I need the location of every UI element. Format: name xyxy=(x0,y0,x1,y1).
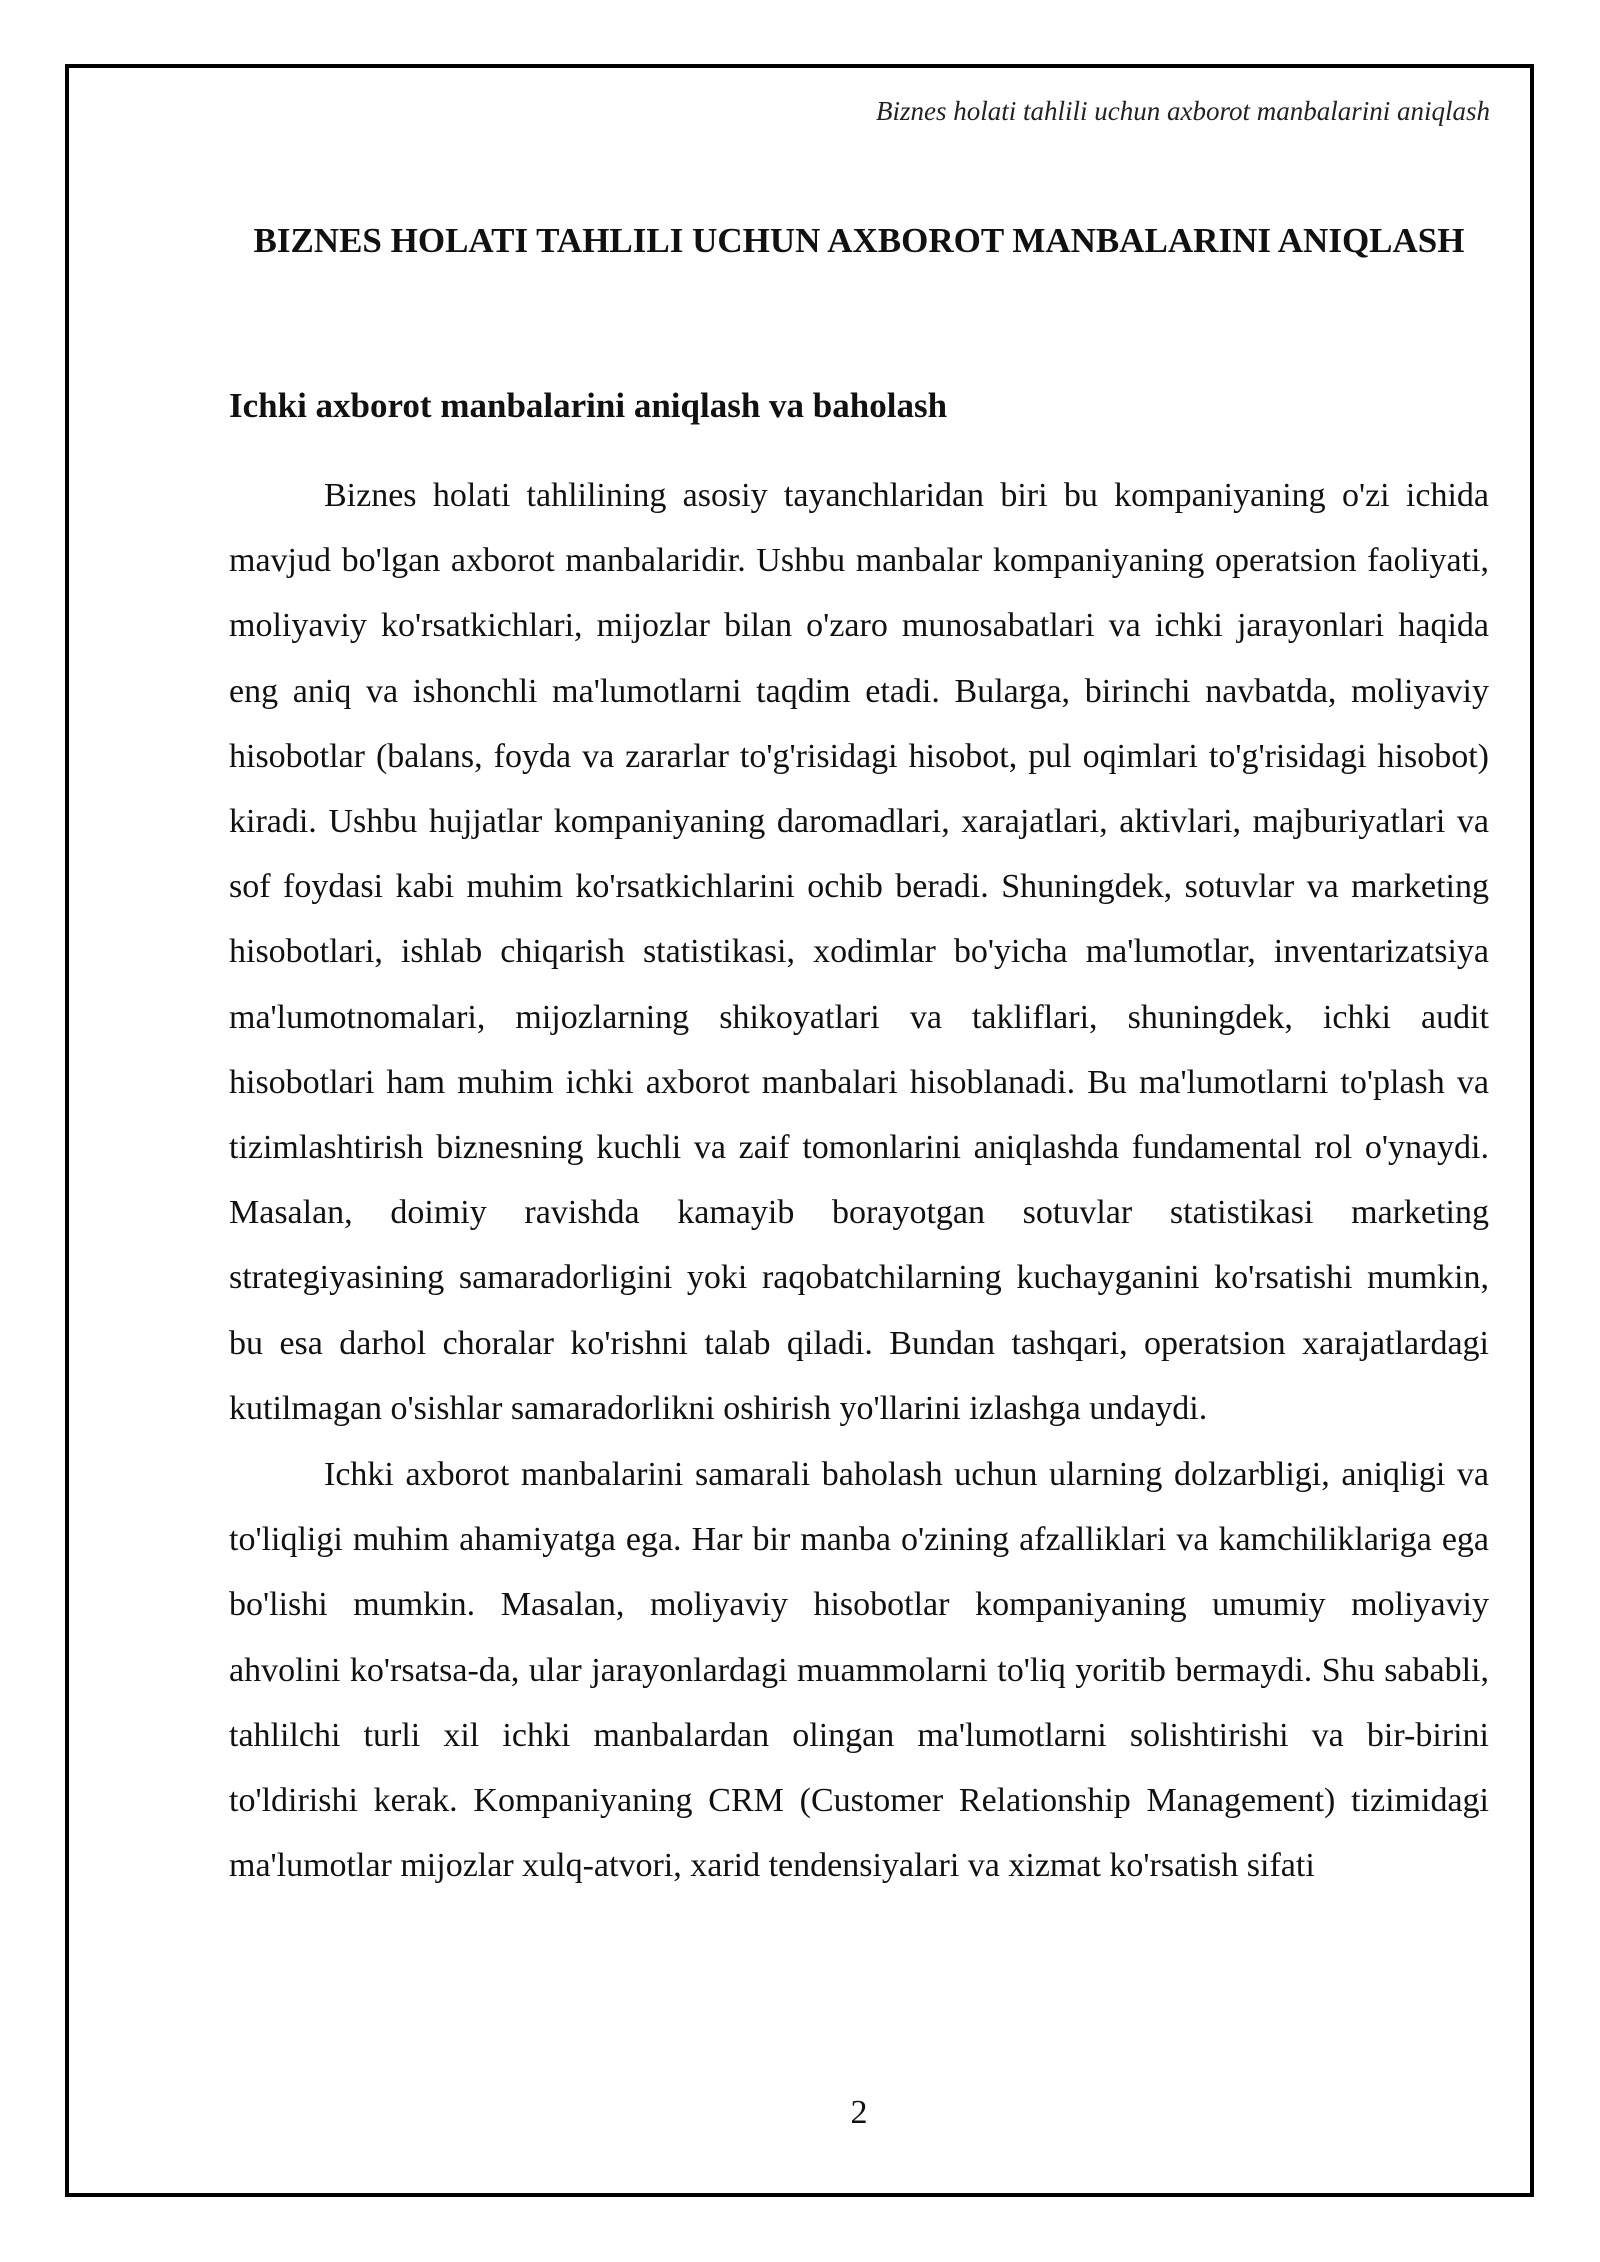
section-heading: Ichki axborot manbalarini aniqlash va baholash xyxy=(229,386,948,425)
document-title: BIZNES HOLATI TAHLILI UCHUN AXBOROT MANBALARINI ANIQLASH xyxy=(253,221,1465,260)
paragraph-2: Ichki axborot manbalarini samarali baholash uchun ularning dolzarbligi, aniqligi va to'liqligi muhim ahamiyatga ega. Har bir manba o'zining afzalliklari va kamchiliklariga ega bo'lishi mumkin. Masalan, moliyaviy hisobotlar kompaniyaning umumiy moliyaviy ahvolini ko'rsatsa-da, ular jarayonlardagi muammolarni to'liq yoritib bermaydi. Shu sababli, tahlilchi turli xil ichki manbalardan olingan ma'lumotlarni solishtirishi va bir-birini to'ldirishi kerak. Kompaniyaning CRM (Customer Relationship Management) tizimidagi ma'lumotlar mijozlar xulq-atvori, xarid tendensiyalari va xizmat ko'rsatish sifati xyxy=(229,1456,1489,1885)
running-header: Biznes holati tahlili uchun axborot manbalarini aniqlash xyxy=(876,96,1490,126)
page-number: 2 xyxy=(850,2094,868,2131)
body-text xyxy=(229,463,1489,1898)
paragraph-1: Biznes holati tahlilining asosiy tayanchlaridan biri bu kompaniyaning o'zi ichida mavjud bo'lgan axborot manbalaridir. Ushbu manbalar kompaniyaning operatsion faoliyati, moliyaviy ko'rsatkichlari, mijozlar bilan o'zaro munosabatlari va ichki jarayonlari haqida eng aniq va ishonchli ma'lumotlarni taqdim etadi. Bularga, birinchi navbatda, moliyaviy hisobotlar (balans, foyda va zararlar to'g'risidagi hisobot, pul oqimlari to'g'risidagi hisobot) kiradi. Ushbu hujjatlar kompaniyaning daromadlari, xarajatlari, aktivlari, majburiyatlari va sof foydasi kabi muhim ko'rsatkichlarini ochib beradi. Shuningdek, sotuvlar va marketing hisobotlari, ishlab chiqarish statistikasi, xodimlar bo'yicha ma'lumotlar, inventarizatsiya ma'lumotnomalari, mijozlarning shikoyatlari va takliflari, shuningdek, ichki audit hisobotlari ham muhim ichki axborot manbalari hisoblanadi. Bu ma'lumotlarni to'plash va tizimlashtirish biznesning kuchli va zaif tomonlarini aniqlashda fundamental rol o'ynaydi. Masalan, doimiy ravishda kamayib borayotgan sotuvlar statistikasi marketing strategiyasining samaradorligini yoki raqobatchilarning kuchayganini ko'rsatishi mumkin, bu esa darhol choralar ko'rishni talab qiladi. Bundan tashqari, operatsion xarajatlardagi kutilmagan o'sishlar samaradorlikni oshirish yo'llarini izlashga undaydi. xyxy=(229,477,1489,1427)
